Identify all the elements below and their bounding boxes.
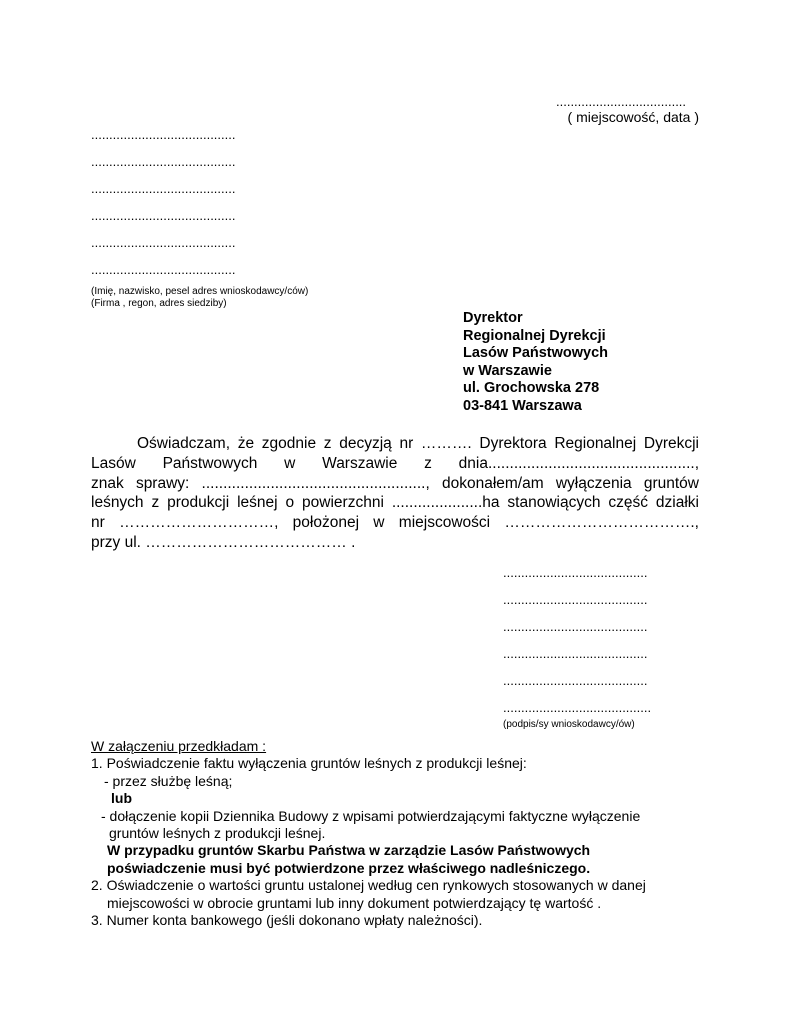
signature-line[interactable]: ........................................ [503, 619, 648, 634]
addressee-line: Dyrektor [463, 310, 523, 326]
signature-caption: (podpis/sy wnioskodawcy/ów) [503, 719, 635, 730]
declaration-line: Lasów Państwowych w Warszawie z dnia................................................, [91, 454, 699, 472]
attachment-item-1-option-a: - przez służbę leśną; [104, 772, 233, 789]
applicant-caption-person: (Imię, nazwisko, pesel adres wnioskodawcy/ców) [91, 286, 309, 297]
declaration-paragraph [91, 434, 699, 553]
place-date-label: ( miejscowość, data ) [567, 109, 699, 125]
signature-line[interactable]: ......................................... [503, 700, 652, 715]
addressee-line: 03-841 Warszawa [463, 397, 582, 414]
attachment-item-1-note-cont: poświadczenie musi być potwierdzone przez właściwego nadleśniczego. [107, 859, 591, 876]
attachment-item-1: 1. Poświadczenie faktu wyłączenia gruntów leśnych z produkcji leśnej: [91, 755, 527, 772]
applicant-line[interactable]: ........................................ [91, 154, 236, 169]
addressee-block [463, 310, 763, 416]
applicant-line[interactable]: ........................................ [91, 208, 236, 223]
declaration-line: nr …………………………, położonej w miejscowości ………………………………., [91, 514, 699, 532]
attachment-item-1-or: lub [111, 790, 132, 807]
attachments-heading: W załączeniu przedkładam : [91, 738, 267, 754]
signature-line[interactable]: ........................................ [503, 673, 648, 688]
attachment-item-2-cont: miejscowości w obrocie gruntami lub inny dokument potwierdzający tę wartość . [107, 894, 602, 911]
attachment-item-2: 2. Oświadczenie o wartości gruntu ustalonej według cen rynkowych stosowanych w danej [91, 877, 646, 894]
attachment-item-1-note: W przypadku gruntów Skarbu Państwa w zarządzie Lasów Państwowych [107, 842, 591, 859]
addressee-line: Regionalnej Dyrekcji [463, 327, 606, 344]
addressee-line: ul. Grochowska 278 [463, 380, 600, 397]
signature-line[interactable]: ........................................ [503, 565, 648, 580]
declaration-line: przy ul. ………………………………… . [91, 533, 356, 551]
addressee-line: w Warszawie [463, 362, 552, 379]
addressee-line: Lasów Państwowych [463, 345, 609, 362]
applicant-caption-company: (Firma , regon, adres siedziby) [91, 298, 227, 309]
signature-line[interactable]: ........................................ [503, 592, 648, 607]
applicant-line[interactable]: ........................................ [91, 181, 236, 196]
declaration-line: znak sprawy: ...................................................., dokonałem/am wyłączenia gruntów [91, 474, 699, 492]
signature-line[interactable]: ........................................ [503, 646, 648, 661]
applicant-line[interactable]: ........................................ [91, 127, 236, 142]
declaration-line: leśnych z produkcji leśnej o powierzchni .....................ha stanowiących część działki [91, 494, 699, 512]
attachment-item-1-option-b: - dołączenie kopii Dziennika Budowy z wpisami potwierdzającymi faktyczne wyłączenie [101, 807, 641, 824]
declaration-line: Oświadczam, że zgodnie z decyzją nr ………. Dyrektora Regionalnej Dyrekcji [137, 435, 699, 452]
attachment-item-3: 3. Numer konta bankowego (jeśli dokonano wpłaty należności). [91, 912, 483, 929]
attachment-item-1-option-b-cont: gruntów leśnych z produkcji leśnej. [109, 825, 326, 842]
applicant-line[interactable]: ........................................ [91, 235, 236, 250]
attachments-section [91, 738, 711, 929]
place-date-dots[interactable]: .................................... [556, 94, 687, 109]
applicant-line[interactable]: ........................................ [91, 262, 236, 277]
